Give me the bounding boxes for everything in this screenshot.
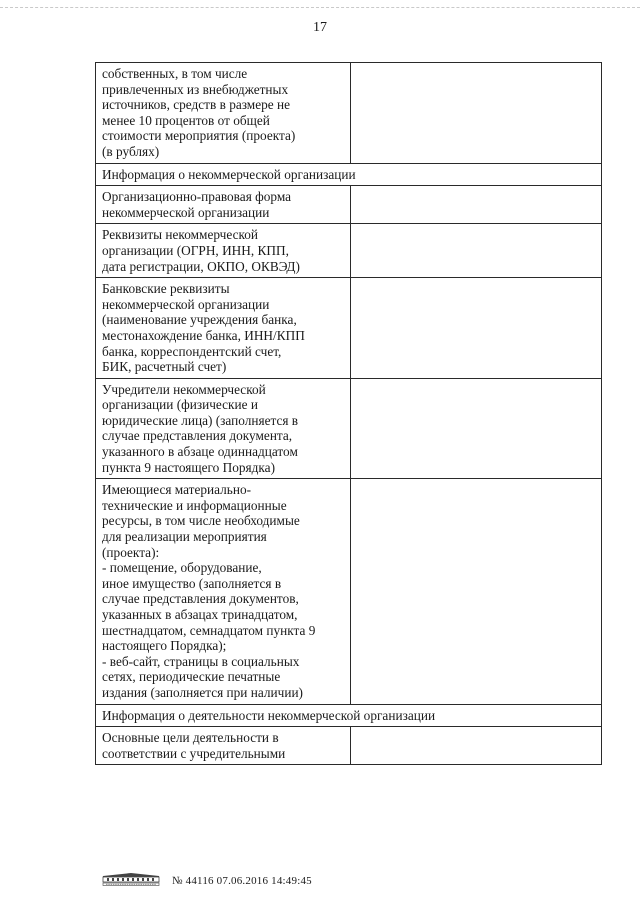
row-label [96, 63, 351, 164]
label-line: издания (заполняется при наличии) [102, 684, 303, 700]
label-line: (наименование учреждения банка, [102, 312, 297, 328]
page-number: 17 [313, 20, 327, 35]
label-line: для реализации мероприятия [102, 529, 267, 545]
row-value-field[interactable] [351, 479, 602, 704]
label-line: технические и информационные [102, 497, 287, 513]
label-line: (в рублях) [102, 143, 160, 159]
row-value-field[interactable] [351, 378, 602, 479]
label-line: организации (ОГРН, ИНН, КПП, [102, 242, 289, 258]
label-lines [102, 482, 346, 700]
label-line: привлеченных из внебюджетных [102, 81, 289, 97]
table-row [96, 378, 602, 479]
label-line: случае представления документов, [102, 591, 299, 607]
label-line: указанных в абзацах тринадцатом, [102, 607, 298, 622]
label-line: Основные цели деятельности в [102, 730, 279, 746]
row-value-field[interactable] [351, 278, 602, 379]
label-line: некоммерческой организации [102, 296, 270, 312]
label-lines [102, 189, 346, 220]
row-value-field[interactable] [351, 224, 602, 278]
label-line: пункта 9 настоящего Порядка) [102, 459, 276, 475]
label-line: некоммерческой организации [102, 204, 270, 220]
label-line: (проекта): [102, 544, 160, 560]
scan-edge-line [0, 7, 640, 8]
label-line: источников, средств в размере не [102, 97, 291, 113]
label-lines [102, 382, 346, 476]
row-value-field[interactable] [351, 63, 602, 164]
label-line: - помещение, оборудование, [102, 560, 262, 576]
label-line: менее 10 процентов от общей [102, 112, 270, 128]
electronic-document-stamp-icon [101, 872, 161, 886]
label-lines [102, 730, 346, 761]
label-line: иное имущество (заполняется в [102, 575, 282, 591]
label-line: стоимости мероприятия (проекта) [102, 128, 296, 144]
section-title: Информация о некоммерческой организации [102, 166, 356, 182]
label-line: ресурсы, в том числе необходимые [102, 513, 300, 529]
row-label [96, 479, 351, 704]
label-line: - веб-сайт, страницы в социальных [102, 653, 300, 669]
label-line: местонахождение банка, ИНН/КПП [102, 327, 305, 343]
table-row [96, 479, 602, 704]
document-registration-stamp: № 44116 07.06.2016 14:49:45 [172, 875, 312, 887]
row-label [96, 727, 351, 765]
table-row [96, 727, 602, 765]
label-line: дата регистрации, ОКПО, ОКВЭД) [102, 258, 300, 274]
label-line: юридические лица) (заполняется в [102, 412, 299, 428]
table-row [96, 186, 602, 224]
label-line: Имеющиеся материально- [102, 482, 252, 498]
section-title: Информация о деятельности некоммерческой организации [102, 707, 436, 723]
label-line: соответствии с учредительными [102, 745, 286, 761]
section-header-nko [96, 163, 602, 186]
section-header-activity [96, 704, 602, 727]
table-row [96, 63, 602, 164]
label-line: БИК, расчетный счет) [102, 359, 227, 375]
label-line: Реквизиты некоммерческой [102, 227, 259, 243]
label-line: Организационно-правовая форма [102, 189, 292, 205]
section-header-row [96, 704, 602, 727]
label-line: организации (физические и [102, 397, 258, 413]
application-form-table [95, 62, 602, 765]
row-value-field[interactable] [351, 727, 602, 765]
label-lines [102, 281, 346, 375]
label-lines [102, 66, 346, 160]
row-value-field[interactable] [351, 186, 602, 224]
table-row [96, 278, 602, 379]
label-line: сетях, периодические печатные [102, 669, 281, 685]
section-header-row [96, 163, 602, 186]
table-row [96, 224, 602, 278]
label-line: банка, корреспондентский счет, [102, 343, 282, 359]
row-label [96, 224, 351, 278]
label-line: Учредители некоммерческой [102, 381, 266, 397]
label-line: случае представления документа, [102, 428, 293, 444]
label-line: Банковские реквизиты [102, 281, 230, 297]
label-line: собственных, в том числе [102, 66, 248, 81]
label-line: шестнадцатом, семнадцатом пункта 9 [102, 622, 316, 638]
label-line: настоящего Порядка); [102, 638, 227, 654]
row-label [96, 278, 351, 379]
label-lines [102, 227, 346, 274]
label-line: указанного в абзаце одиннадцатом [102, 444, 298, 460]
row-label [96, 186, 351, 224]
row-label [96, 378, 351, 479]
